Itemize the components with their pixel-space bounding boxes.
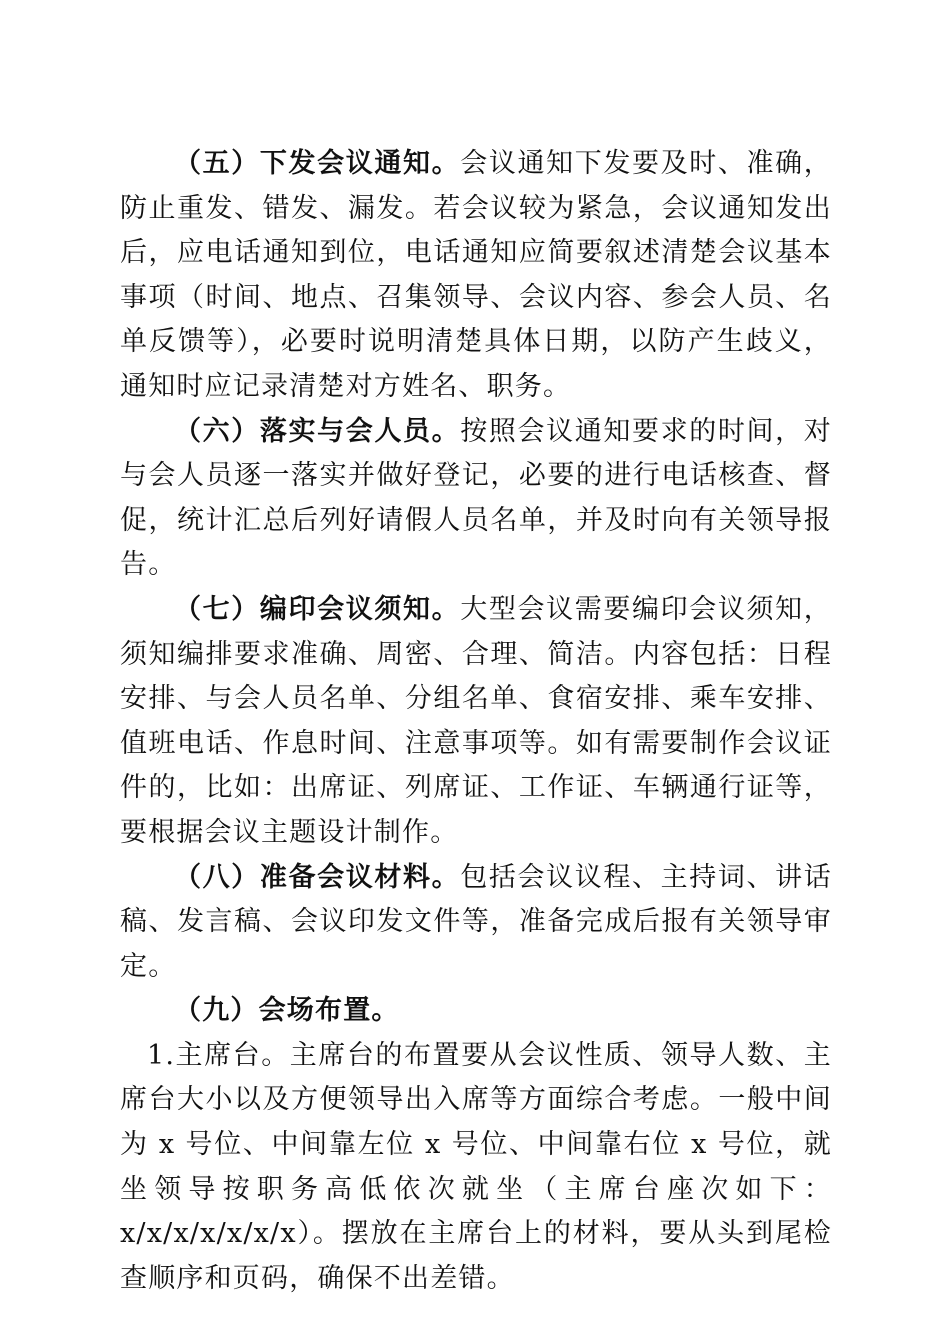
paragraph-body: 按照会议通知要求的时间，对与会人员逐一落实并做好登记，必要的进行电话核查、督促，统计汇总后列好请假人员名单，并及时向有关领导报告。 [120,415,833,581]
paragraph-body: 会议通知下发要及时、准确，防止重发、错发、漏发。若会议较为紧急，会议通知发出后，应电话通知到位，电话通知应简要叙述清楚会议基本事项（时间、地点、召集领导、会议内容、参会人员、名单反馈等），必要时说明清楚具体日期，以防产生歧义，通知时应记录清楚对方姓名、职务。 [120,148,833,402]
paragraph-materials [120,856,832,990]
paragraph-notice [120,142,832,410]
paragraph-rostrum [120,1034,832,1302]
section-heading-9: （九）会场布置。 [174,995,400,1027]
paragraph-body: 主席台的布置要从会议性质、领导人数、主席台大小以及方便领导出入席等方面综合考虑。一般中间为 x 号位、中间靠左位 x 号位、中间靠右位 x 号位，就坐领导按职务高低依次就坐（主席台座次如下：x/x/x/x/x/x/x）。摆放在主席台上的材料，要从头到尾检查顺序和页码，确保不出差错。 [120,1039,832,1294]
paragraph-attendees [120,410,832,588]
subsection-heading-1: 1.主席台。 [147,1039,290,1071]
paragraph-guide [120,588,832,856]
paragraph-body: 包括会议议程、主持词、讲话稿、发言稿、会议印发文件等，准备完成后报有关领导审定。 [120,861,833,982]
section-heading-5: （五）下发会议通知。 [174,148,461,179]
document-page [120,142,832,1301]
paragraph-body: 大型会议需要编印会议须知，须知编排要求准确、周密、合理、简洁。内容包括：日程安排、与会人员名单、分组名单、食宿安排、乘车安排、值班电话、作息时间、注意事项等。如有需要制作会议证件的，比如：出席证、列席证、工作证、车辆通行证等，要根据会议主题设计制作。 [120,593,833,848]
section-heading-8: （八）准备会议材料。 [174,861,461,893]
section-heading-7: （七）编印会议须知。 [174,593,461,625]
paragraph-venue [120,989,832,1034]
section-heading-6: （六）落实与会人员。 [174,415,461,447]
